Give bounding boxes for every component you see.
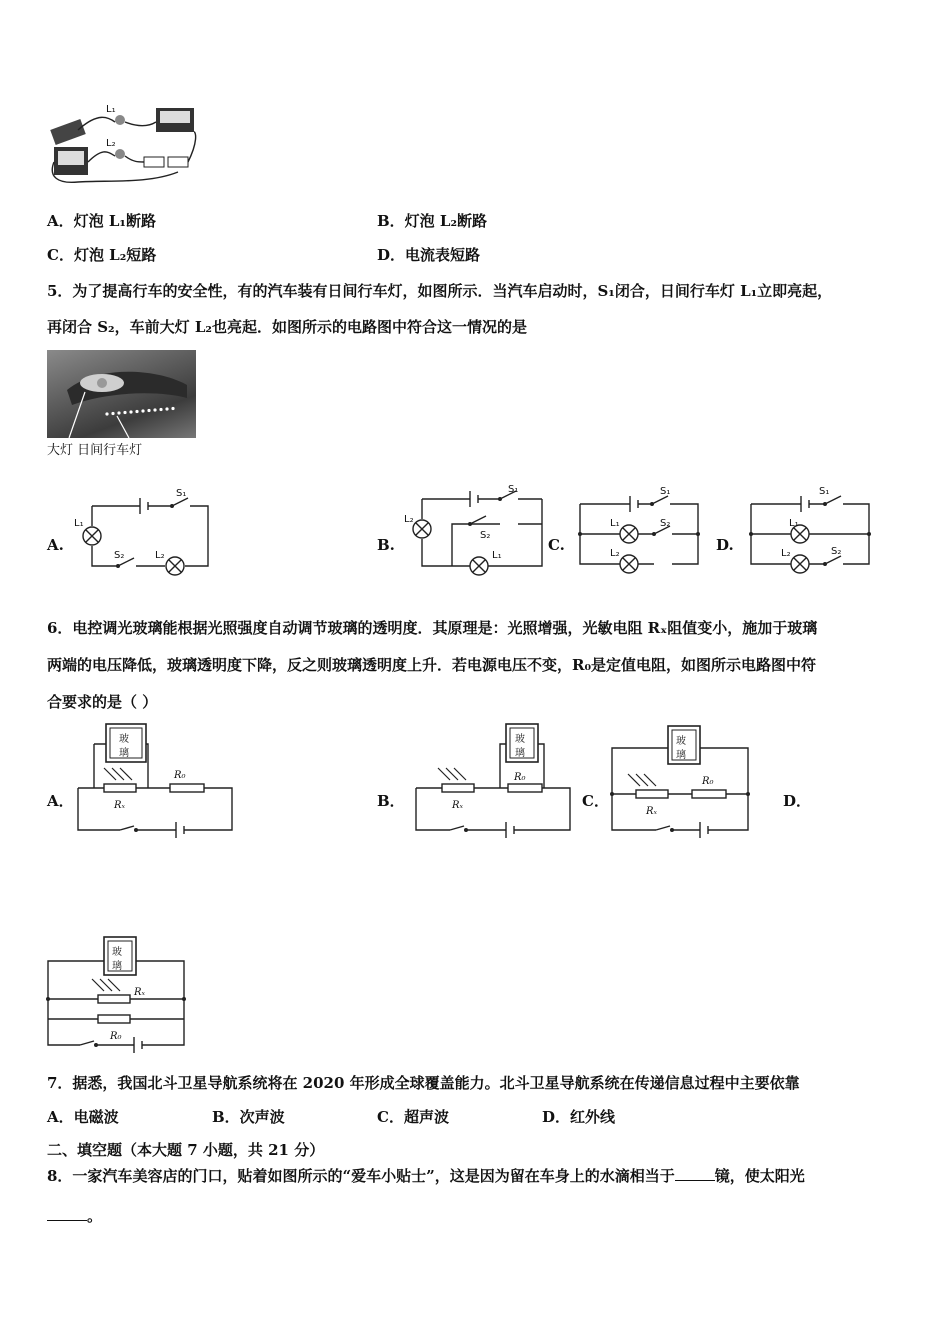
q5-car-photo — [47, 350, 196, 438]
q6-circuit-b — [414, 722, 574, 834]
q5a-l1: L₁ — [74, 518, 84, 529]
q4-option-c[interactable]: C．灯泡 L₂短路 — [47, 246, 157, 264]
q5-option-c[interactable]: C. — [548, 536, 565, 554]
q4-option-b[interactable]: B．灯泡 L₂断路 — [377, 212, 488, 230]
q6-option-c[interactable]: C． — [582, 792, 609, 810]
q5a-s2: S₂ — [114, 550, 125, 561]
q6b-glass-2: 璃 — [515, 748, 525, 759]
q6-option-a[interactable]: A． — [47, 792, 74, 810]
q6a-glass-2: 璃 — [119, 748, 129, 759]
q7-option-a[interactable]: A．电磁波 — [47, 1108, 119, 1126]
q5-photo-caption: 大灯 日间行车灯 — [47, 443, 143, 458]
q5b-s2: S₂ — [480, 530, 491, 541]
q5a-s1: S₁ — [176, 488, 187, 499]
q7-option-c[interactable]: C．超声波 — [377, 1108, 449, 1126]
q5-option-d[interactable]: D. — [716, 536, 734, 554]
q6d-r0: R₀ — [110, 1031, 122, 1042]
q6a-r0: R₀ — [174, 770, 186, 781]
q6c-r0: R₀ — [702, 776, 714, 787]
q5-circuit-d — [743, 482, 878, 574]
q6c-glass-2: 璃 — [676, 750, 686, 761]
q6-option-d[interactable]: D． — [783, 792, 812, 810]
q6b-r0: R₀ — [514, 772, 526, 783]
q7-stem: 7．据悉，我国北斗卫星导航系统将在 2020 年形成全球覆盖能力。北斗卫星导航系统在传递信息过程中主要依靠 — [47, 1074, 800, 1092]
q5d-s2: S₂ — [831, 546, 842, 557]
q5-option-b[interactable]: B. — [377, 536, 395, 554]
q7-option-d[interactable]: D．红外线 — [542, 1108, 616, 1126]
q5-circuit-a — [70, 486, 215, 571]
q6a-rx: Rₓ — [114, 800, 126, 811]
q6-circuit-c — [610, 722, 755, 834]
q6c-glass-1: 玻 — [676, 736, 686, 747]
q6-option-b[interactable]: B． — [377, 792, 405, 810]
q6a-glass-1: 玻 — [119, 734, 129, 745]
q5b-l2: L₂ — [404, 514, 414, 525]
q4-label-l2: L₂ — [106, 138, 116, 149]
q5b-s1: S₁ — [508, 484, 519, 495]
q6-stem-line2: 两端的电压降低，玻璃透明度下降，反之则玻璃透明度上升．若电源电压不变，R₀是定值电阻，如图所示电路图中符 — [47, 656, 817, 674]
q8-stem-line1 — [47, 1166, 805, 1186]
section-2-heading: 二、填空题（本大题 7 小题，共 21 分） — [47, 1141, 325, 1159]
q5a-l2: L₂ — [155, 550, 165, 561]
q4-label-l1: L₁ — [106, 104, 116, 115]
q5-stem-line1: 5．为了提高行车的安全性，有的汽车装有日间行车灯，如图所示．当汽车启动时，S₁闭合，日间行车灯 L₁立即亮起， — [47, 282, 833, 300]
q5d-s1: S₁ — [819, 486, 830, 497]
q4-option-d[interactable]: D．电流表短路 — [377, 246, 481, 264]
q5c-l1: L₁ — [610, 518, 620, 529]
q5-circuit-c — [572, 482, 707, 574]
q6c-rx: Rₓ — [646, 806, 658, 817]
q5-stem-line2: 再闭合 S₂，车前大灯 L₂也亮起．如图所示的电路图中符合这一情况的是 — [47, 318, 527, 336]
q7-option-b[interactable]: B．次声波 — [212, 1108, 285, 1126]
q6d-glass-1: 玻 — [112, 947, 122, 958]
q5c-s2: S₂ — [660, 518, 671, 529]
q8-stem-line2 — [47, 1206, 102, 1226]
q6b-glass-1: 玻 — [515, 734, 525, 745]
q8-blank-1[interactable] — [675, 1166, 715, 1181]
q5d-l1: L₁ — [789, 518, 799, 529]
q6b-rx: Rₓ — [452, 800, 464, 811]
q5-option-a[interactable]: A. — [47, 536, 64, 554]
q4-circuit-figure — [48, 102, 198, 187]
q8-blank-2[interactable] — [47, 1206, 87, 1221]
q8-part2: 镜，使太阳光 — [714, 1167, 805, 1185]
q8-part1: 8．一家汽车美容店的门口，贴着如图所示的“爱车小贴士”，这是因为留在车身上的水滴相当于 — [47, 1167, 675, 1185]
q6-stem-line1: 6．电控调光玻璃能根据光照强度自动调节玻璃的透明度．其原理是：光照增强，光敏电阻 Rₓ阻值变小，施加于玻璃 — [47, 619, 818, 637]
q6d-glass-2: 璃 — [112, 961, 122, 972]
q5d-l2: L₂ — [781, 548, 791, 559]
q6d-rx: Rₓ — [134, 987, 146, 998]
q5c-l2: L₂ — [610, 548, 620, 559]
q6-stem-line3: 合要求的是（ ） — [47, 693, 158, 711]
q6-circuit-a — [76, 722, 236, 834]
q5-circuit-b — [400, 484, 550, 574]
q8-end: 。 — [87, 1207, 103, 1225]
q6-circuit-d — [46, 935, 191, 1060]
q5c-s1: S₁ — [660, 486, 671, 497]
q5b-l1: L₁ — [492, 550, 502, 561]
q4-option-a[interactable]: A．灯泡 L₁断路 — [47, 212, 156, 230]
